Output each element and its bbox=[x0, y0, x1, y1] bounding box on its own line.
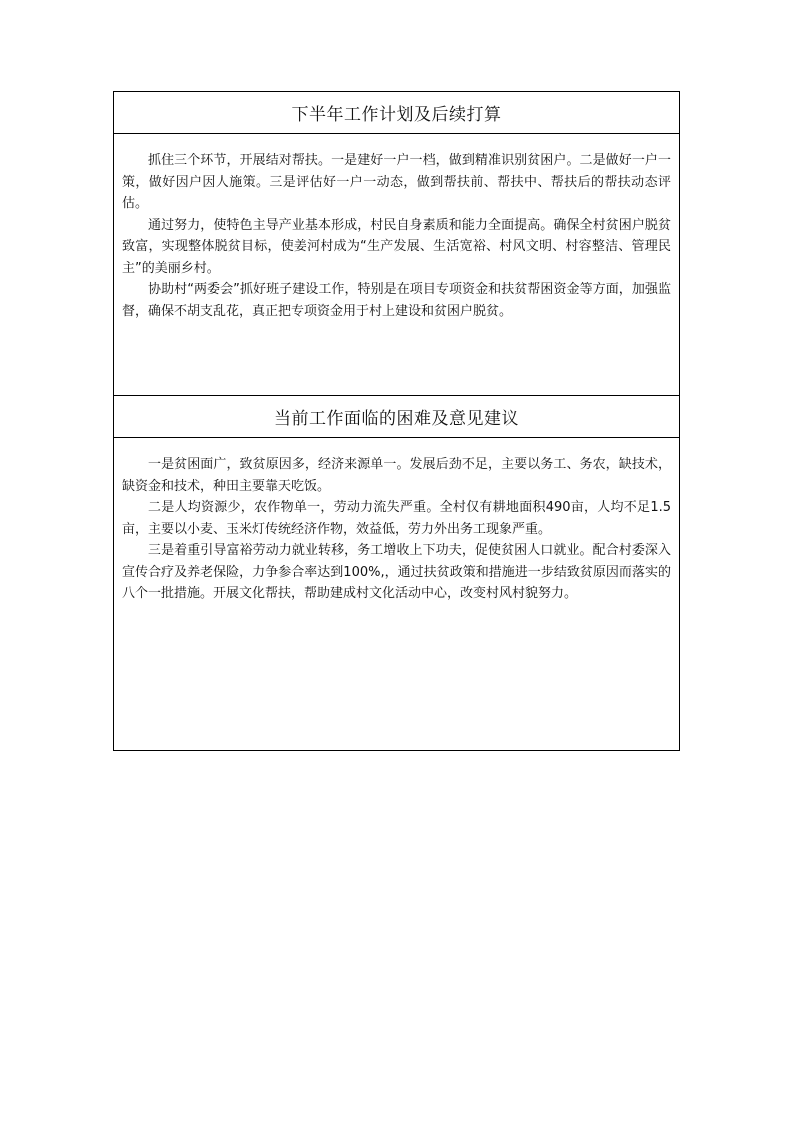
plan-paragraph-3: 协助村“两委会”抓好班子建设工作，特别是在项目专项资金和扶贫帮困资金等方面，加强监督，确保不胡支乱花，真正把专项资金用于村上建设和贫困户脱贫。 bbox=[122, 282, 671, 319]
plan-paragraph-2: 通过努力，使特色主导产业基本形成，村民自身素质和能力全面提高。确保全村贫困户脱贫致富，实现整体脱贫目标，使姜河村成为“生产发展、生活宽裕、村风文明、村容整洁、管理民主”的美丽乡村。 bbox=[122, 217, 671, 276]
section-title-difficulties: 当前工作面临的困难及意见建议 bbox=[274, 409, 519, 429]
section-title-plan: 下半年工作计划及后续打算 bbox=[291, 105, 502, 125]
work-report-table bbox=[113, 91, 680, 751]
difficulty-paragraph-3: 三是着重引导富裕劳动力就业转移，务工增收上下功夫，促使贫困人口就业。配合村委深入宣传合疗及养老保险，力争参合率达到100%,，通过扶贫政策和措施进一步结致贫原因而落实的八个一批措施。开展文化帮扶，帮助建成村文化活动中心，改变村风村貌努力。 bbox=[122, 543, 671, 601]
section-body-difficulties bbox=[114, 438, 679, 750]
section-header-difficulties bbox=[114, 396, 679, 438]
section-body-plan bbox=[114, 134, 679, 396]
difficulty-paragraph-1: 一是贫困面广，致贫原因多，经济来源单一。发展后劲不足，主要以务工、务农，缺技术，缺资金和技术，种田主要靠天吃饭。 bbox=[122, 457, 671, 494]
plan-paragraph-1: 抓住三个环节，开展结对帮扶。一是建好一户一档，做到精准识别贫困户。二是做好一户一策，做好因户因人施策。三是评估好一户一动态，做到帮扶前、帮扶中、帮扶后的帮扶动态评估。 bbox=[122, 153, 671, 211]
difficulty-paragraph-2: 二是人均资源少，农作物单一，劳动力流失严重。全村仅有耕地面积490亩，人均不足1.5亩，主要以小麦、玉米灯传统经济作物，效益低，劳力外出务工现象严重。 bbox=[122, 500, 671, 537]
section-header-plan bbox=[114, 92, 679, 134]
